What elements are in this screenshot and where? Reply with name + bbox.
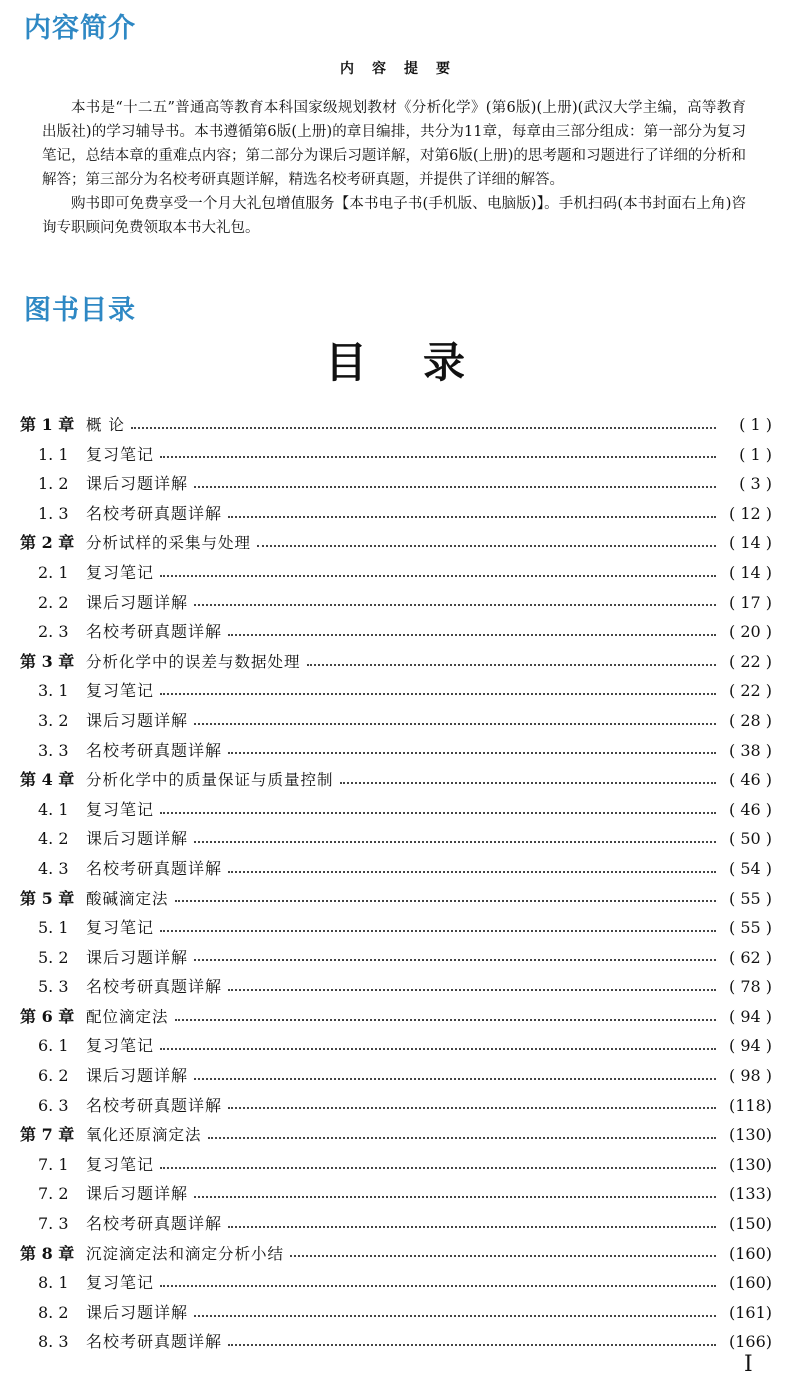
toc-leader-dots — [228, 634, 716, 636]
toc-page-ref: ( 55 ) — [728, 918, 772, 938]
toc-section-row[interactable] — [20, 558, 772, 588]
toc-entry-number: 3. 1 — [38, 681, 69, 701]
toc-page-ref: ( 98 ) — [728, 1066, 772, 1086]
toc-leader-dots — [208, 1137, 716, 1139]
toc-leader-dots — [175, 1019, 716, 1021]
toc-page-ref: ( 38 ) — [728, 740, 772, 760]
toc-entry-title: 氧化还原滴定法 — [86, 1126, 202, 1145]
toc-page-ref: ( 94 ) — [728, 1006, 772, 1026]
toc-page-ref: ( 94 ) — [728, 1036, 772, 1056]
toc-chapter-row[interactable] — [20, 1120, 772, 1150]
toc-entry-title: 酸碱滴定法 — [86, 889, 169, 908]
toc-entry-title: 分析试样的采集与处理 — [86, 534, 252, 553]
toc-page-ref: ( 20 ) — [728, 622, 772, 642]
toc-leader-dots — [228, 989, 716, 991]
toc-entry-number: 第 4 章 — [20, 770, 75, 790]
toc-entry-title: 复习笔记 — [86, 799, 155, 819]
toc-entry-title: 概 论 — [86, 416, 125, 434]
toc-section-row[interactable] — [20, 943, 772, 973]
toc-entry-number: 1. 2 — [38, 474, 69, 494]
toc-leader-dots — [228, 752, 716, 754]
toc-entry-title: 配位滴定法 — [86, 1007, 169, 1026]
summary-paragraph: 本书是“十二五”普通高等教育本科国家级规划教材《分析化学》(第6版)(上册)(武汉大学主编，高等教育出版社)的学习辅导书。本书遵循第6版(上册)的章目编排，共分为11章，每章由三部分组成：第一部分为复习笔记，总结本章的重难点内容；第二部分为课后习题详解，对第6版(上册)的思考题和习题进行了详细的分析和解答；第三部分为名校考研真题详解，精选名校考研真题，并提供了详细的解答。 — [42, 100, 746, 188]
toc-chapter-row[interactable] — [20, 647, 772, 677]
toc-chapter-row[interactable] — [20, 765, 772, 795]
toc-entry-title: 名校考研真题详解 — [86, 740, 223, 760]
toc-leader-dots — [160, 812, 716, 814]
toc-entry-title: 复习笔记 — [86, 1036, 155, 1056]
toc-page-ref: ( 28 ) — [728, 710, 772, 730]
toc-page-ref: ( 22 ) — [728, 681, 772, 701]
toc-leader-dots — [194, 604, 716, 606]
toc-entry-number: 6. 1 — [38, 1036, 69, 1056]
toc-entry-title: 名校考研真题详解 — [86, 1214, 223, 1234]
toc-entry-number: 第 5 章 — [20, 888, 75, 908]
toc-page-ref: ( 1 ) — [739, 444, 772, 464]
toc-page-ref: ( 22 ) — [728, 651, 772, 671]
toc-entry-title: 复习笔记 — [86, 562, 155, 582]
toc-section-row[interactable] — [20, 676, 772, 706]
toc-title: 目录 — [324, 338, 521, 387]
toc-entry-title: 分析化学中的质量保证与质量控制 — [86, 771, 334, 790]
toc-leader-dots — [307, 664, 716, 666]
toc-section-row[interactable] — [20, 1091, 772, 1121]
toc-chapter-row[interactable] — [20, 528, 772, 558]
toc-entry-title: 课后习题详解 — [86, 947, 189, 967]
toc-entry-title: 复习笔记 — [86, 681, 155, 701]
toc-entry-number: 3. 2 — [38, 710, 69, 730]
toc-leader-dots — [228, 1226, 716, 1228]
toc-leader-dots — [194, 959, 716, 961]
toc-page-ref: ( 62 ) — [728, 947, 772, 967]
toc-entry-title: 分析化学中的误差与数据处理 — [86, 652, 301, 671]
toc-section-row[interactable] — [20, 824, 772, 854]
toc-entry-number: 5. 3 — [38, 977, 69, 997]
toc-entry-title: 复习笔记 — [86, 918, 155, 938]
toc-section-row[interactable] — [20, 588, 772, 618]
toc-leader-dots — [160, 456, 716, 458]
page-number: I — [744, 1352, 753, 1377]
summary-title: 内容提要 — [340, 61, 468, 77]
toc-entry-number: 2. 3 — [38, 622, 69, 642]
toc-entry-number: 1. 1 — [38, 444, 69, 464]
toc-entry-title: 课后习题详解 — [86, 1302, 189, 1322]
toc-entry-title: 课后习题详解 — [86, 829, 189, 849]
toc-page-ref: (160) — [728, 1243, 772, 1263]
toc-leader-dots — [290, 1255, 716, 1257]
toc-entry-number: 4. 1 — [38, 799, 69, 819]
toc-page-ref: ( 1 ) — [739, 415, 772, 434]
toc-section-row[interactable] — [20, 913, 772, 943]
toc-leader-dots — [160, 693, 716, 695]
toc-leader-dots — [194, 486, 716, 488]
toc-entry-number: 第 7 章 — [20, 1125, 75, 1145]
toc-leader-dots — [228, 1344, 716, 1346]
toc-section-row[interactable] — [20, 736, 772, 766]
toc-entry-title: 名校考研真题详解 — [86, 503, 223, 523]
toc-entry-number: 5. 1 — [38, 918, 69, 938]
toc-section-heading: 图书目录 — [24, 295, 136, 326]
toc-page-ref: (118) — [728, 1095, 772, 1115]
toc-leader-dots — [160, 1048, 716, 1050]
toc-entry-title: 名校考研真题详解 — [86, 622, 223, 642]
toc-section-row[interactable] — [20, 440, 772, 470]
toc-leader-dots — [194, 841, 716, 843]
toc-page-ref: (160) — [728, 1273, 772, 1293]
toc-page-ref: ( 12 ) — [728, 503, 772, 523]
toc-entry-number: 第 3 章 — [20, 651, 75, 671]
toc-entry-number: 2. 1 — [38, 562, 69, 582]
toc-entry-number: 7. 3 — [38, 1214, 69, 1234]
toc-entry-title: 课后习题详解 — [86, 710, 189, 730]
toc-chapter-row[interactable] — [20, 1239, 772, 1269]
toc-entry-title: 沉淀滴定法和滴定分析小结 — [86, 1244, 285, 1263]
toc-entry-title: 课后习题详解 — [86, 1184, 189, 1204]
toc-page-ref: ( 14 ) — [728, 533, 772, 553]
toc-section-row[interactable] — [20, 1179, 772, 1209]
toc-entry-title: 复习笔记 — [86, 1273, 155, 1293]
toc-section-row[interactable] — [20, 854, 772, 884]
toc-entry-title: 名校考研真题详解 — [86, 1095, 223, 1115]
toc-entry-number: 2. 2 — [38, 592, 69, 612]
toc-page-ref: ( 3 ) — [739, 474, 772, 494]
toc-entry-title: 课后习题详解 — [86, 474, 189, 494]
toc-section-row[interactable] — [20, 706, 772, 736]
toc-page-ref: ( 14 ) — [728, 562, 772, 582]
toc-page-ref: ( 55 ) — [728, 888, 772, 908]
toc-section-row[interactable] — [20, 1150, 772, 1180]
toc-chapter-row[interactable] — [20, 410, 772, 440]
toc-leader-dots — [194, 1315, 716, 1317]
toc-leader-dots — [228, 516, 716, 518]
toc-entry-number: 8. 1 — [38, 1273, 69, 1293]
toc-page-ref: (150) — [728, 1214, 772, 1234]
toc-entry-number: 7. 2 — [38, 1184, 69, 1204]
toc-entry-number: 1. 3 — [38, 503, 69, 523]
toc-section-row[interactable] — [20, 795, 772, 825]
toc-section-row[interactable] — [20, 1031, 772, 1061]
toc-entry-title: 名校考研真题详解 — [86, 977, 223, 997]
toc-leader-dots — [228, 1107, 716, 1109]
toc-page-ref: ( 46 ) — [728, 799, 772, 819]
toc-entry-number: 8. 2 — [38, 1302, 69, 1322]
toc-leader-dots — [228, 871, 716, 873]
toc-leader-dots — [160, 1285, 716, 1287]
toc-page-ref: (161) — [728, 1302, 772, 1322]
toc-section-row[interactable] — [20, 1209, 772, 1239]
toc-entry-number: 7. 1 — [38, 1154, 69, 1174]
toc-entry-title: 复习笔记 — [86, 444, 155, 464]
toc-leader-dots — [340, 782, 716, 784]
toc-page-ref: ( 46 ) — [728, 770, 772, 790]
toc-section-row[interactable] — [20, 499, 772, 529]
intro-section-heading: 内容简介 — [24, 13, 136, 44]
toc-leader-dots — [257, 545, 716, 547]
toc-entry-number: 8. 3 — [38, 1332, 69, 1352]
toc-section-row[interactable] — [20, 617, 772, 647]
toc-chapter-row[interactable] — [20, 884, 772, 914]
toc-leader-dots — [160, 930, 716, 932]
toc-entry-number: 第 1 章 — [20, 415, 75, 434]
toc-entry-title: 课后习题详解 — [86, 592, 189, 612]
toc-entry-number: 3. 3 — [38, 740, 69, 760]
toc-leader-dots — [160, 1167, 716, 1169]
toc-entry-number: 第 8 章 — [20, 1243, 75, 1263]
toc-page-ref: ( 50 ) — [728, 829, 772, 849]
toc-page-ref: ( 17 ) — [728, 592, 772, 612]
toc-entry-number: 5. 2 — [38, 947, 69, 967]
toc-page-ref: (166) — [728, 1332, 772, 1352]
toc-entry-number: 6. 2 — [38, 1066, 69, 1086]
toc-entry-title: 复习笔记 — [86, 1154, 155, 1174]
toc-section-row[interactable] — [20, 1327, 772, 1357]
toc-entry-title: 课后习题详解 — [86, 1066, 189, 1086]
toc-page-ref: (133) — [728, 1184, 772, 1204]
toc-list — [20, 410, 772, 1357]
toc-leader-dots — [194, 723, 716, 725]
toc-page-ref: (130) — [728, 1125, 772, 1145]
toc-leader-dots — [194, 1078, 716, 1080]
toc-section-row[interactable] — [20, 972, 772, 1002]
toc-entry-number: 第 2 章 — [20, 533, 75, 553]
toc-entry-number: 4. 2 — [38, 829, 69, 849]
toc-entry-number: 第 6 章 — [20, 1006, 75, 1026]
toc-entry-title: 名校考研真题详解 — [86, 858, 223, 878]
toc-page-ref: ( 78 ) — [728, 977, 772, 997]
toc-section-row[interactable] — [20, 469, 772, 499]
toc-leader-dots — [131, 427, 716, 429]
toc-page-ref: ( 54 ) — [728, 858, 772, 878]
toc-entry-title: 名校考研真题详解 — [86, 1332, 223, 1352]
toc-page-ref: (130) — [728, 1154, 772, 1174]
toc-leader-dots — [194, 1196, 716, 1198]
toc-entry-number: 6. 3 — [38, 1095, 69, 1115]
toc-chapter-row[interactable] — [20, 1002, 772, 1032]
summary-body — [42, 96, 746, 240]
toc-section-row[interactable] — [20, 1268, 772, 1298]
toc-section-row[interactable] — [20, 1061, 772, 1091]
toc-leader-dots — [175, 900, 716, 902]
toc-section-row[interactable] — [20, 1298, 772, 1328]
toc-leader-dots — [160, 575, 716, 577]
toc-entry-number: 4. 3 — [38, 858, 69, 878]
summary-paragraph: 购书即可免费享受一个月大礼包增值服务【本书电子书(手机版、电脑版)】。手机扫码(本书封面右上角)咨询专职顾问免费领取本书大礼包。 — [42, 196, 746, 236]
